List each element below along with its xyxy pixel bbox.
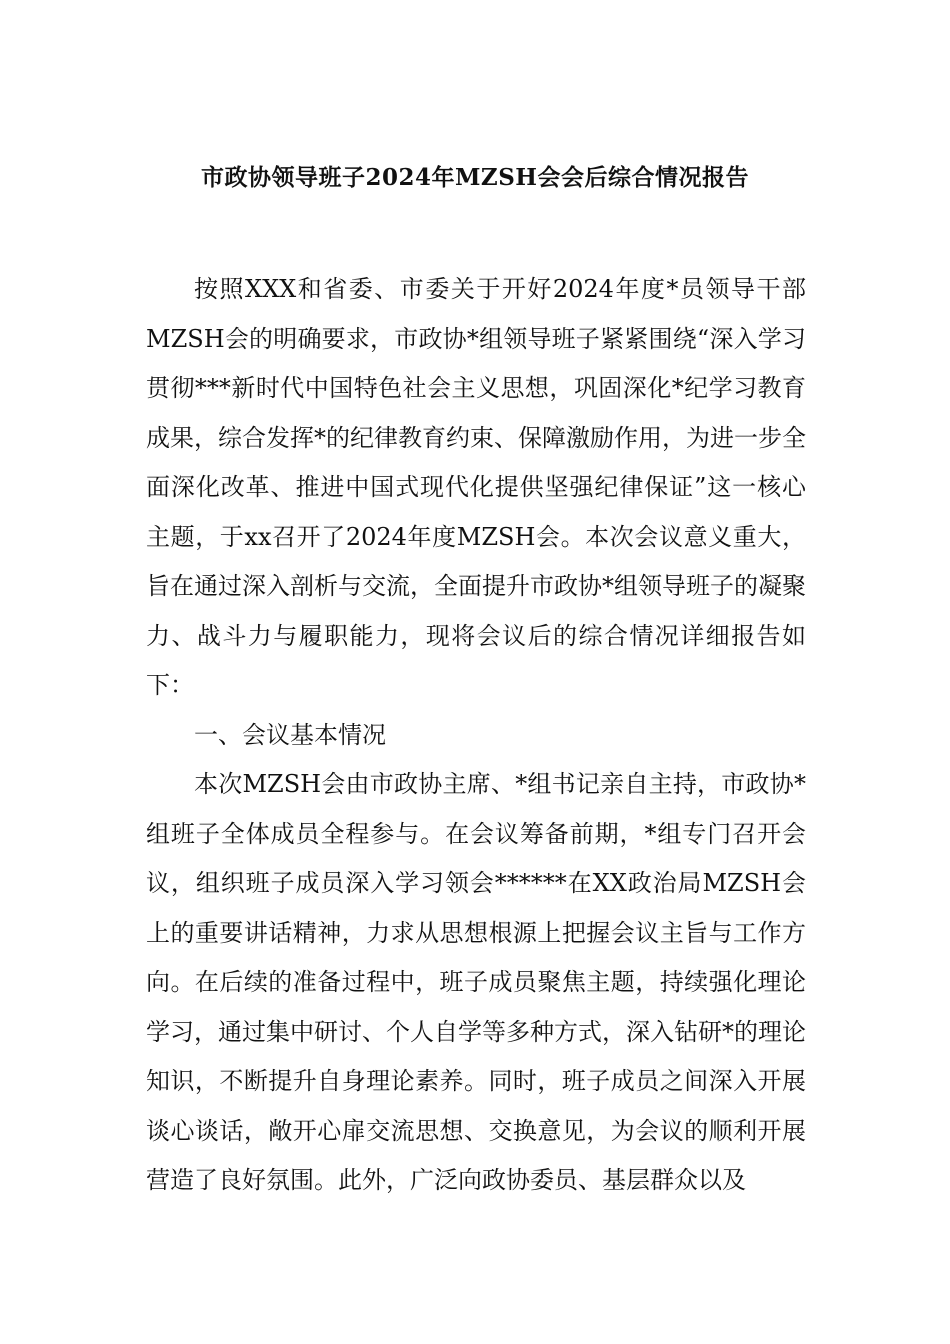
section-heading: 一、会议基本情况	[194, 720, 386, 749]
intro-paragraph: 按照XXX和省委、市委关于开好2024年度*员领导干部MZSH会的明确要求，市政协*组领导班子紧紧围绕“深入学习贯彻***新时代中国特色社会主义思想，巩固深化*纪学习教育成果，综合发挥*的纪律教育约束、保障激励作用，为进一步全面深化改革、推进中国式现代化提供坚强纪律保证”这一核心主题，于xx召开了2024年度MZSH会。本次会议意义重大，旨在通过深入剖析与交流，全面提升市政协*组领导班子的凝聚力、战斗力与履职能力，现将会议后的综合情况详细报告如下：	[146, 275, 806, 699]
document-body	[146, 265, 806, 1206]
document-title: 市政协领导班子2024年MZSH会会后综合情况报告	[200, 164, 750, 191]
section-paragraph: 本次MZSH会由市政协主席、*组书记亲自主持，市政协*组班子全体成员全程参与。在会议筹备前期，*组专门召开会议，组织班子成员深入学习领会******在XX政治局MZSH会上的重要讲话精神，力求从思想根源上把握会议主旨与工作方向。在后续的准备过程中，班子成员聚焦主题，持续强化理论学习，通过集中研讨、个人自学等多种方式，深入钻研*的理论知识，不断提升自身理论素养。同时，班子成员之间深入开展谈心谈话，敞开心扉交流思想、交换意见，为会议的顺利开展营造了良好氛围。此外，广泛向政协委员、基层群众以及	[146, 770, 806, 1194]
